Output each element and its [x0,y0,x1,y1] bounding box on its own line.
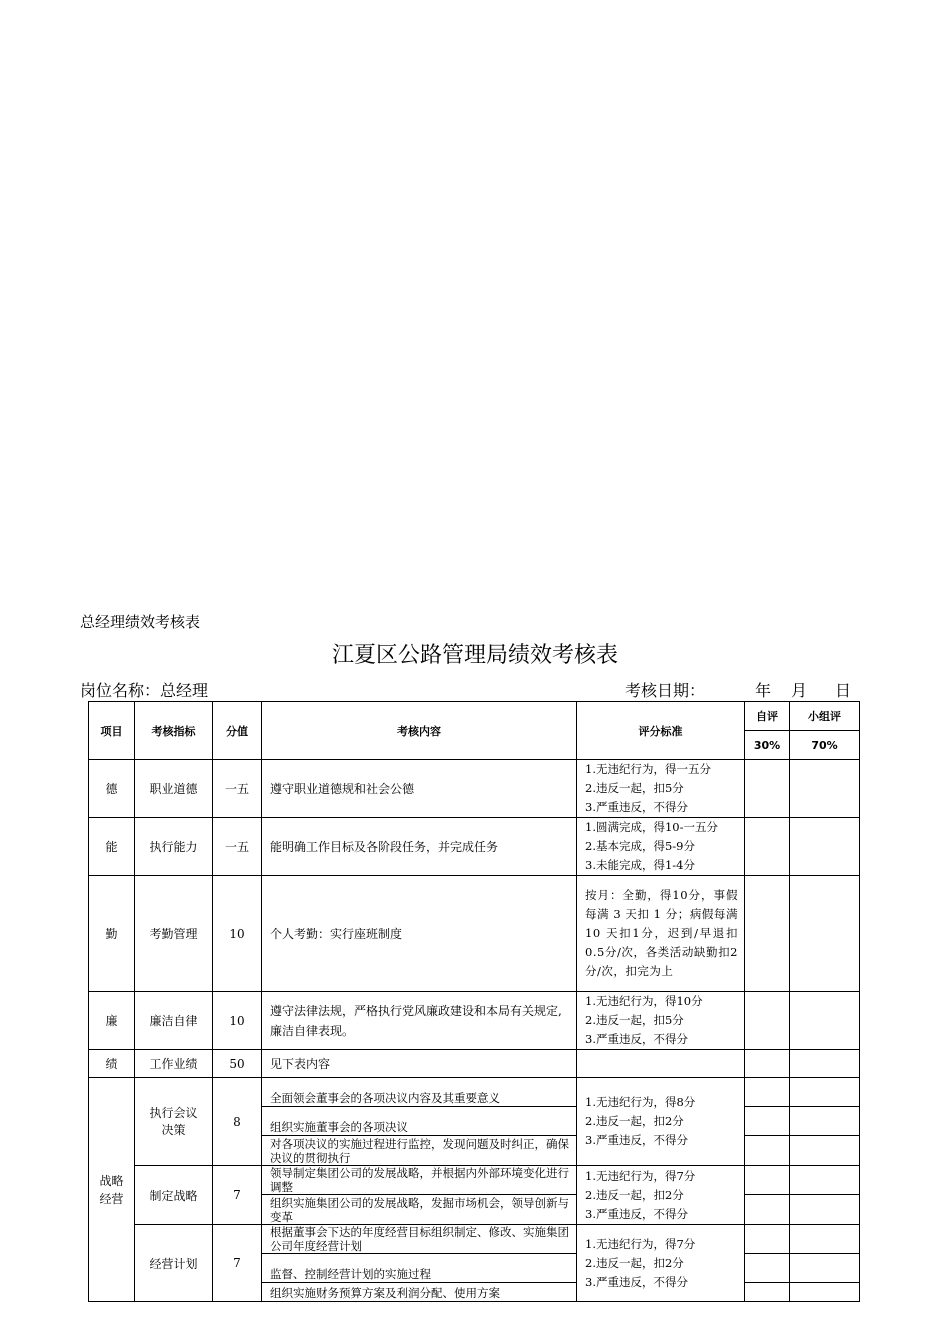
row-indicator: 廉洁自律 [135,992,213,1050]
row-criteria [577,760,745,818]
table-row [89,1225,860,1254]
date-year: 年 [755,681,772,700]
header-criteria: 评分标准 [577,702,745,760]
assessment-table [88,701,860,1302]
row-content: 组织实施集团公司的发展战略，发掘市场机会，领导创新与变革 [262,1195,577,1225]
post-name-line [80,678,208,701]
criteria-line: 2.违反一起，扣5分 [585,1013,684,1027]
row-item: 勤 [89,876,135,992]
self-score-cell[interactable] [745,992,790,1050]
criteria-line: 3.未能完成，得1-4分 [585,858,695,872]
group-score-cell[interactable] [790,1078,860,1107]
criteria-line: 1.圆满完成，得10-一五分 [585,820,718,834]
row-content: 能明确工作目标及各阶段任务，并完成任务 [262,818,577,876]
criteria-line: 3.严重违反，不得分 [585,1032,688,1046]
self-score-cell[interactable] [745,1050,790,1078]
table-row [89,992,860,1050]
row-item: 德 [89,760,135,818]
header-content: 考核内容 [262,702,577,760]
row-criteria: 按月：全勤，得10分，事假每满 3 天扣 1 分；病假每满 10 天扣1分，迟到/早退扣0.5分/次，各类活动缺勤扣2分/次，扣完为上 [577,876,745,992]
group-score-cell[interactable] [790,760,860,818]
group-score-cell[interactable] [790,1050,860,1078]
self-score-cell[interactable] [745,1107,790,1136]
criteria-line: 2.违反一起，扣2分 [585,1187,684,1202]
row-content: 领导制定集团公司的发展战略，并根据内外部环境变化进行调整 [262,1166,577,1195]
row-indicator: 执行能力 [135,818,213,876]
row-score: 10 [213,992,262,1050]
group-score-cell[interactable] [790,992,860,1050]
date-day: 日 [835,681,852,700]
date-month: 月 [791,681,808,700]
document-caption: 总经理绩效考核表 [80,613,201,631]
row-content: 见下表内容 [262,1050,577,1078]
row-indicator: 职业道德 [135,760,213,818]
group-score-cell[interactable] [790,1254,860,1283]
header-item: 项目 [89,702,135,760]
table-row [89,760,860,818]
row-content: 组织实施财务预算方案及利润分配、使用方案 [262,1283,577,1302]
group-score-cell[interactable] [790,1136,860,1166]
row-content: 遵守职业道德规和社会公德 [262,760,577,818]
post-value: 总经理 [160,681,209,700]
strategy-item: 战略经营 [89,1078,135,1302]
header-group-weight: 70% [790,731,860,760]
row-score: 7 [213,1225,262,1302]
row-score: 50 [213,1050,262,1078]
header-self-weight: 30% [745,731,790,760]
row-criteria [577,992,745,1050]
row-content: 全面领会董事会的各项决议内容及其重要意义 [262,1078,577,1107]
table-row [89,1166,860,1195]
row-score: 8 [213,1078,262,1166]
post-label: 岗位名称： [80,681,161,700]
self-score-cell[interactable] [745,1283,790,1302]
group-score-cell[interactable] [790,1283,860,1302]
row-item: 廉 [89,992,135,1050]
self-score-cell[interactable] [745,876,790,992]
criteria-line: 1.无违纪行为，得7分 [585,1236,696,1251]
row-criteria [577,1166,745,1225]
row-criteria [577,1050,745,1078]
group-score-cell[interactable] [790,1107,860,1136]
criteria-line: 3.严重违反，不得分 [585,1274,688,1289]
criteria-line: 1.无违纪行为，得10分 [585,994,703,1008]
criteria-line: 3.严重违反，不得分 [585,800,688,814]
row-criteria [577,818,745,876]
row-score: 一五 [213,760,262,818]
assessment-date-line [625,678,851,701]
row-criteria [577,1225,745,1302]
self-score-cell[interactable] [745,1166,790,1195]
row-indicator: 制定战略 [135,1166,213,1225]
group-score-cell[interactable] [790,1225,860,1254]
row-score: 一五 [213,818,262,876]
criteria-line: 2.违反一起，扣2分 [585,1114,684,1128]
row-content: 组织实施董事会的各项决议 [262,1107,577,1136]
row-content: 个人考勤：实行座班制度 [262,876,577,992]
criteria-line: 1.无违纪行为，得一五分 [585,762,711,776]
row-content: 对各项决议的实施过程进行监控，发现问题及时纠正，确保决议的贯彻执行 [262,1136,577,1166]
self-score-cell[interactable] [745,818,790,876]
header-group: 小组评 [790,702,860,731]
row-content: 遵守法律法规，严格执行党风廉政建设和本局有关规定,廉洁自律表现。 [262,992,577,1050]
row-item: 绩 [89,1050,135,1078]
header-indicator: 考核指标 [135,702,213,760]
row-score: 10 [213,876,262,992]
self-score-cell[interactable] [745,1136,790,1166]
table-row [89,1050,860,1078]
group-score-cell[interactable] [790,818,860,876]
header-self: 自评 [745,702,790,731]
row-content: 监督、控制经营计划的实施过程 [262,1254,577,1283]
header-score: 分值 [213,702,262,760]
table-row [89,876,860,992]
row-indicator: 执行会议决策 [135,1078,213,1166]
row-criteria [577,1078,745,1166]
criteria-line: 2.违反一起，扣2分 [585,1255,684,1270]
group-score-cell[interactable] [790,1166,860,1195]
criteria-line: 3.严重违反，不得分 [585,1206,688,1221]
self-score-cell[interactable] [745,1254,790,1283]
row-indicator: 考勤管理 [135,876,213,992]
group-score-cell[interactable] [790,1195,860,1225]
row-item: 能 [89,818,135,876]
criteria-line: 2.基本完成，得5-9分 [585,839,695,853]
row-indicator: 工作业绩 [135,1050,213,1078]
criteria-line: 1.无违纪行为，得8分 [585,1095,696,1109]
row-indicator: 经营计划 [135,1225,213,1302]
table-row [89,818,860,876]
date-label: 考核日期： [625,681,706,700]
criteria-line: 1.无违纪行为，得7分 [585,1168,696,1183]
row-score: 7 [213,1166,262,1225]
row-content: 根据董事会下达的年度经营目标组织制定、修改、实施集团公司年度经营计划 [262,1225,577,1254]
header-row [89,702,860,731]
group-score-cell[interactable] [790,876,860,992]
self-score-cell[interactable] [745,1195,790,1225]
self-score-cell[interactable] [745,1225,790,1254]
page-title: 江夏区公路管理局绩效考核表 [331,643,618,668]
table-row [89,1078,860,1107]
criteria-line: 2.违反一起，扣5分 [585,781,684,795]
self-score-cell[interactable] [745,1078,790,1107]
criteria-line: 3.严重违反，不得分 [585,1133,688,1147]
self-score-cell[interactable] [745,760,790,818]
